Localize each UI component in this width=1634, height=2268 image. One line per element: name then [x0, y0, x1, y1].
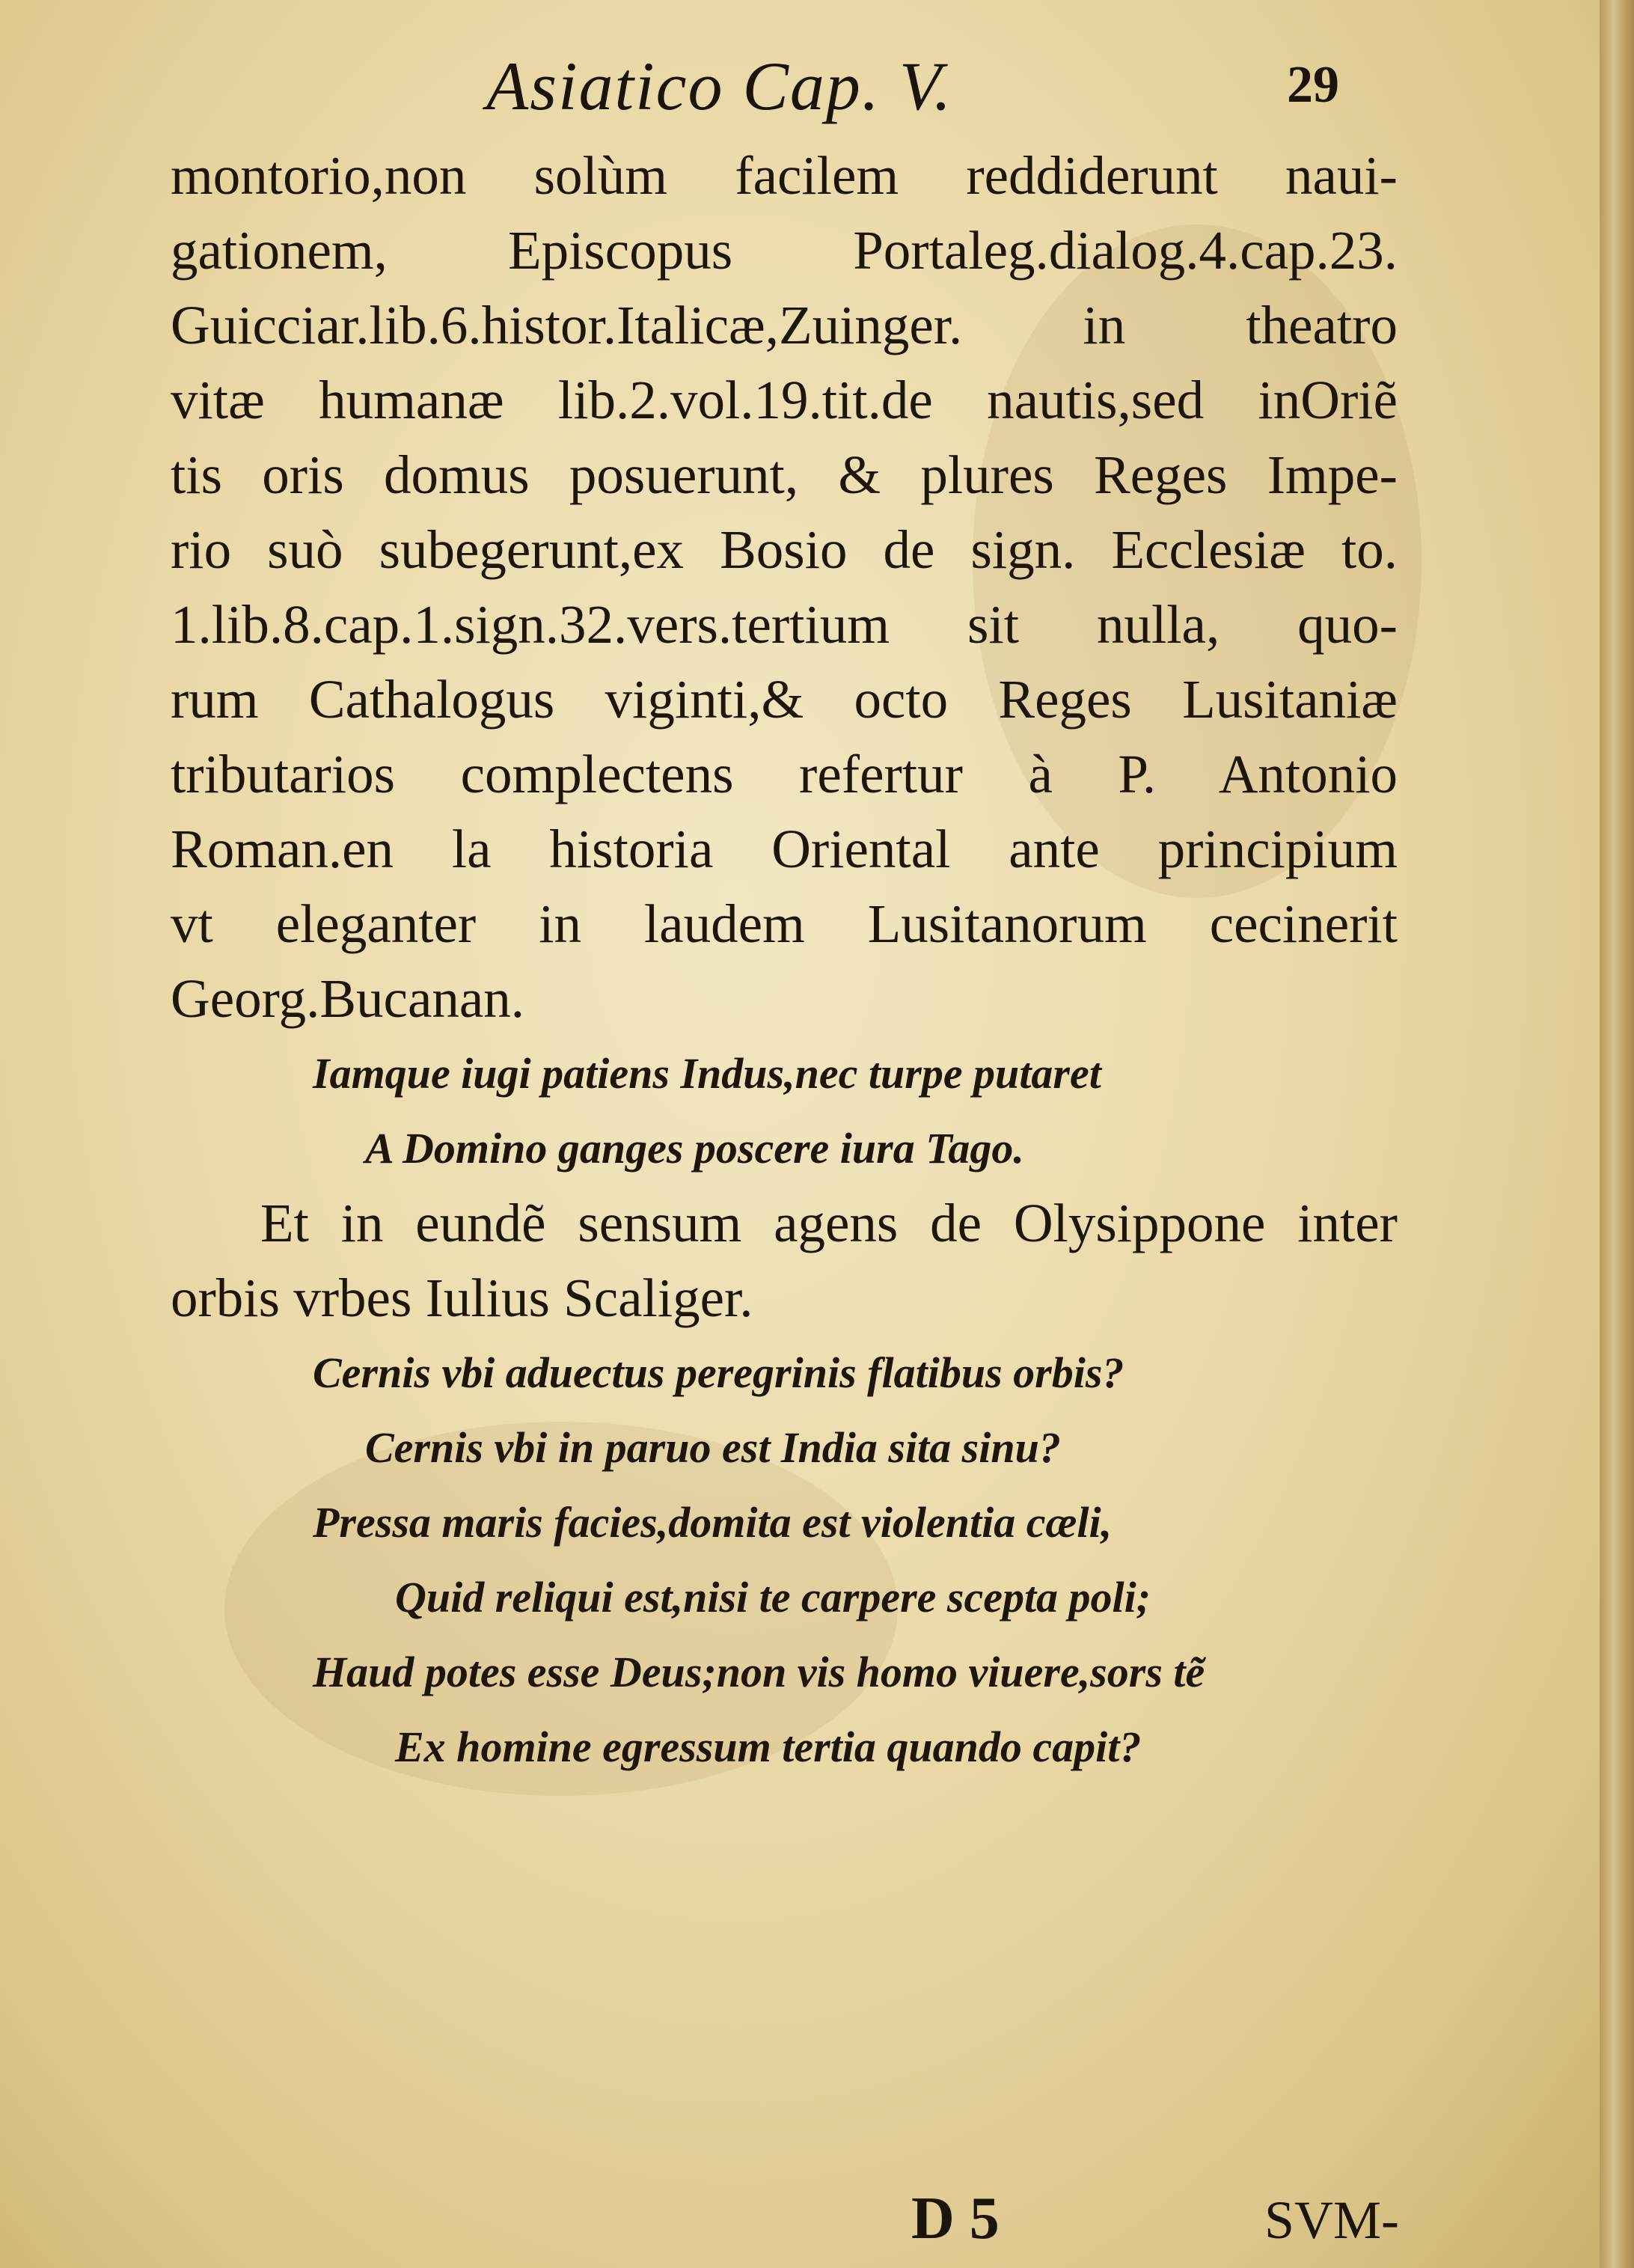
page-body: [171, 138, 1398, 1785]
verse-line: Ex homine egressum tertia quando capit?: [395, 1723, 1142, 1771]
prose-line: gationem, Episcopus Portaleg.dialog.4.cap.23.: [171, 220, 1398, 281]
page-edge: [1600, 0, 1634, 2268]
prose-line: vitæ humanæ lib.2.vol.19.tit.de nautis,sed inOriẽ: [171, 370, 1398, 430]
running-head: Asiatico Cap. V.: [486, 48, 953, 124]
prose-line: orbis vrbes Iulius Scaliger.: [171, 1268, 753, 1328]
prose-line: montorio,non solùm facilem reddiderunt naui-: [171, 145, 1398, 206]
verse-line: Haud potes esse Deus;non vis homo viuere,sors tẽ: [313, 1648, 1205, 1696]
catchword: SVM-: [1264, 2190, 1400, 2250]
prose-line: Guicciar.lib.6.histor.Italicæ,Zuinger. in theatro: [171, 295, 1398, 355]
verse-line: Pressa maris facies,domita est violentia cæli,: [313, 1498, 1113, 1547]
prose-line: Roman.en la historia Oriental ante principium: [171, 819, 1398, 879]
prose-line: rum Cathalogus viginti,& octo Reges Lusitaniæ: [171, 669, 1398, 730]
prose-line: rio suò subegerunt,ex Bosio de sign. Ecclesiæ to.: [171, 519, 1398, 580]
verse-line: Quid reliqui est,nisi te carpere scepta poli;: [395, 1573, 1151, 1621]
prose-line: Et in eundẽ sensum agens de Olysippone inter: [260, 1193, 1398, 1253]
verse-line: Cernis vbi in paruo est India sita sinu?: [365, 1423, 1061, 1472]
prose-line: Georg.Bucanan.: [171, 968, 525, 1029]
page-number: 29: [1287, 56, 1339, 114]
prose-line: vt eleganter in laudem Lusitanorum cecinerit: [171, 893, 1398, 954]
page-footer: [0, 2185, 1634, 2260]
verse-line: Iamque iugi patiens Indus,nec turpe putaret: [313, 1049, 1101, 1098]
prose-line: 1.lib.8.cap.1.sign.32.vers.tertium sit nulla, quo-: [171, 594, 1398, 655]
signature-mark: D 5: [911, 2186, 1000, 2252]
verse-line: Cernis vbi aduectus peregrinis flatibus orbis?: [313, 1348, 1124, 1397]
prose-line: tributarios complectens refertur à P. Antonio: [171, 744, 1398, 804]
verse-line: A Domino ganges poscere iura Tago.: [365, 1124, 1024, 1173]
page-header: [0, 46, 1634, 124]
prose-line: tis oris domus posuerunt, & plures Reges Impe-: [171, 444, 1398, 505]
